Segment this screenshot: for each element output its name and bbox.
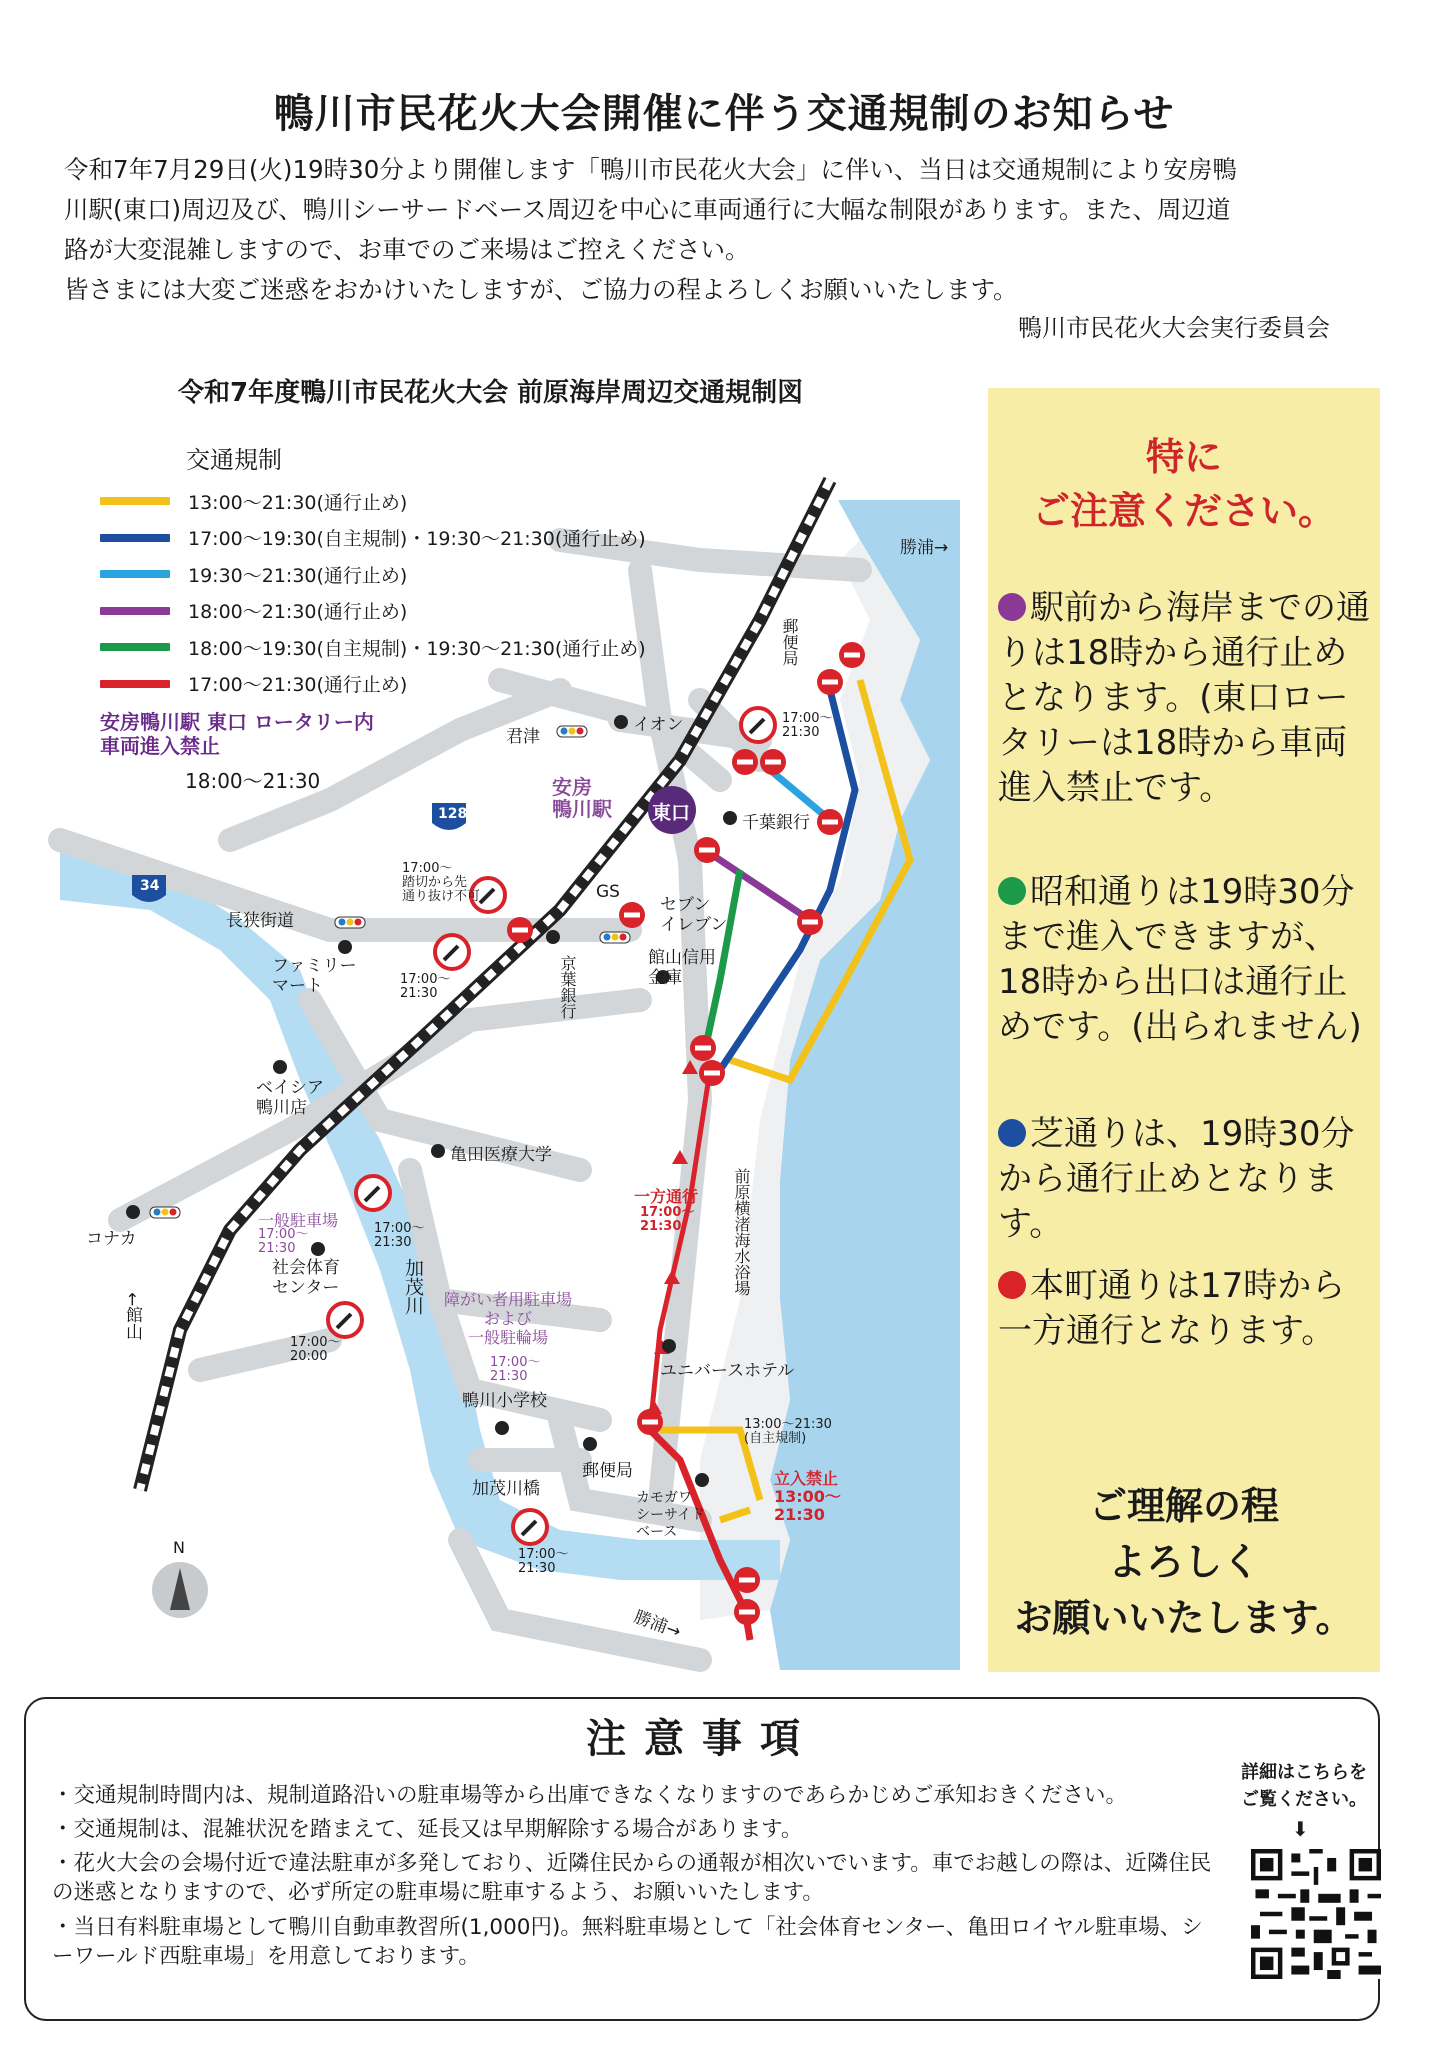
caution-item: ・交通規制は、混雑状況を踏まえて、延長又は早期解除する場合があります。 <box>52 1817 803 1842</box>
page-title: 鴨川市民花火大会開催に伴う交通規制のお知らせ <box>273 91 1175 137</box>
notice-text: 駅前から海岸までの通りは18時から通行止めとなります。(東口ロータリーは18時から車両進入禁止です。 <box>998 588 1370 808</box>
legend-swatch-green <box>100 643 170 651</box>
arrow-down-icon: ⬇ <box>1292 1817 1309 1841</box>
label-post-office-top: 郵便局 <box>780 618 799 666</box>
caution-item: ・当日有料駐車場として鴨川自動車教習所(1,000円)。無料駐車場として「社会体育センター、亀田ロイヤル駐車場、シーワールド西駐車場」を用意しております。 <box>52 1915 1203 1969</box>
caution-item: ・交通規制時間内は、規制道路沿いの駐車場等から出庫できなくなりますのであらかじめご承知おきください。 <box>52 1783 1128 1808</box>
label-time: 17:00〜 20:00 <box>290 1335 341 1364</box>
legend-swatch-lightblue <box>100 570 170 578</box>
label-east-exit: 東口 <box>652 802 691 824</box>
label-general-parking: 一般駐車場 <box>258 1211 339 1230</box>
label-route128: 128 <box>438 806 468 822</box>
label-gs: GS <box>596 882 620 902</box>
label-aeon: イオン <box>633 715 684 735</box>
bullet-purple-icon <box>998 593 1026 621</box>
caution-title: 注意事項 <box>586 1716 818 1762</box>
bullet-green-icon <box>998 877 1026 905</box>
legend-row <box>100 593 646 630</box>
rotary-note-line: 車両進入禁止 <box>100 734 220 758</box>
legend-label: 13:00〜21:30(通行止め) <box>188 491 408 514</box>
label-familymart: ファミリー マート <box>272 956 357 996</box>
notice-item <box>998 1112 1378 1247</box>
label-route34: 34 <box>140 878 160 894</box>
notice-text: 昭和通りは19時30分まで進入できますが、18時から出口は通行止めです。(出られません) <box>998 872 1362 1047</box>
label-self-regulation: 13:00〜21:30 (自主規制) <box>744 1417 832 1446</box>
intro-line: 川駅(東口)周辺及び、鴨川シーサードベース周辺を中心に車両通行に大幅な制限があります。また、周辺道 <box>64 195 1231 224</box>
legend-row <box>100 666 646 703</box>
label-seven: セブン イレブン <box>660 895 728 935</box>
legend-label: 19:30〜21:30(通行止め) <box>188 564 408 587</box>
label-universe-hotel: ユニバースホテル <box>660 1361 795 1381</box>
label-keiyo-bank: 京葉銀行 <box>558 955 577 1019</box>
rotary-note-line: 安房鴨川駅 東口 ロータリー内 <box>100 710 374 734</box>
label-one-way-time: 17:00〜 21:30 <box>640 1205 695 1234</box>
intro-line: 令和7年7月29日(火)19時30分より開催します「鴨川市民花火大会」に伴い、当日は交通規制により安房鴨 <box>64 155 1237 184</box>
label-kimitsu: 君津 <box>506 727 540 747</box>
map-legend <box>100 440 646 702</box>
notice-item <box>998 870 1378 1050</box>
legend-swatch-blue <box>100 534 170 542</box>
legend-label: 18:00〜19:30(自主規制)・19:30〜21:30(通行止め) <box>188 637 646 660</box>
legend-label: 17:00〜21:30(通行止め) <box>188 674 408 697</box>
label-beisia: ベイシア 鴨川店 <box>256 1078 324 1118</box>
intro-line: 皆さまには大変ご迷惑をおかけいたしますが、ご協力の程よろしくお願いいたします。 <box>64 275 1018 304</box>
bullet-red-icon <box>998 1271 1026 1299</box>
notice-item <box>998 1264 1378 1354</box>
label-time: 17:00〜 21:30 <box>490 1355 541 1384</box>
label-konaka: コナカ <box>86 1229 137 1249</box>
label-social-center: 社会体育 センター <box>272 1258 340 1298</box>
bullet-blue-icon <box>998 1119 1026 1147</box>
label-tateyama-shinkin: 館山信用 金庫 <box>648 948 716 988</box>
label-time: 17:00〜 21:30 <box>518 1547 569 1576</box>
intro-text <box>64 150 1354 310</box>
map-title: 令和7年度鴨川市民花火大会 前原海岸周辺交通規制図 <box>178 378 804 408</box>
organizer: 鴨川市民花火大会実行委員会 <box>1018 314 1330 342</box>
rotary-time: 18:00〜21:30 <box>185 769 321 793</box>
legend-title: 交通規制 <box>186 446 282 474</box>
notice-text: 芝通りは、19時30分から通行止めとなります。 <box>998 1114 1355 1244</box>
label-katsuura-bottom: 勝浦→ <box>631 1607 684 1643</box>
legend-swatch-yellow <box>100 497 170 505</box>
label-kameda: 亀田医療大学 <box>450 1145 552 1165</box>
rotary-note <box>100 710 374 758</box>
label-nagasa: 長狭街道 <box>226 911 294 931</box>
north-arrow-icon <box>152 1562 208 1618</box>
legend-row <box>100 483 646 520</box>
legend-swatch-red <box>100 680 170 688</box>
label-kamo-river: 加茂川 <box>402 1258 424 1315</box>
caution-item: ・花火大会の会場付近で違法駐車が多発しており、近隣住民からの通報が相次いでいます。車でお越しの際は、近隣住民の迷惑となりますので、必ず所定の駐車場に駐車するよう、お願いいたします。 <box>52 1851 1212 1905</box>
label-time: 17:00〜 21:30 <box>374 1221 425 1250</box>
label-tateyama: ←館山 <box>122 1292 142 1341</box>
label-kamogawa-school: 鴨川小学校 <box>462 1391 547 1411</box>
label-beach: 前原横渚海水浴場 <box>732 1168 751 1296</box>
label-north: N <box>173 1538 185 1557</box>
intro-line: 路が大変混雑しますので、お車でのご来場はご控えください。 <box>64 235 750 264</box>
label-time: 17:00〜 21:30 <box>258 1227 309 1256</box>
legend-row <box>100 629 646 666</box>
legend-swatch-purple <box>100 607 170 615</box>
label-one-way: 一方通行 <box>634 1187 699 1206</box>
legend-label: 18:00〜21:30(通行止め) <box>188 601 408 624</box>
notice-item <box>998 586 1378 811</box>
notice-text: 本町通りは17時から一方通行となります。 <box>998 1266 1346 1351</box>
notice-heading: 特に ご注意ください。 <box>1031 435 1336 533</box>
label-no-entry: 立入禁止 13:00〜 21:30 <box>774 1469 841 1524</box>
label-time: 17:00〜 21:30 <box>400 972 451 1001</box>
label-katsuura: 勝浦→ <box>900 538 949 558</box>
notice-footer: ご理解の程 よろしく お願いいたします。 <box>1014 1484 1354 1640</box>
notice-panel <box>988 388 1380 1672</box>
legend-row <box>100 556 646 593</box>
label-chiba-bank: 千葉銀行 <box>742 813 810 833</box>
label-seaside-base: カモガワ シーサイド ベース <box>636 1490 706 1540</box>
label-kamogawa-bridge: 加茂川橋 <box>472 1479 540 1499</box>
qr-label: 詳細はこちらを ご覧ください。 <box>1241 1762 1367 1810</box>
label-time: 17:00〜 21:30 <box>782 711 833 740</box>
legend-row <box>100 520 646 557</box>
label-post-office-bottom: 郵便局 <box>582 1461 633 1481</box>
caution-box <box>24 1697 1380 2021</box>
legend-label: 17:00〜19:30(自主規制)・19:30〜21:30(通行止め) <box>188 528 646 551</box>
qr-code[interactable] <box>1251 1849 1381 1979</box>
label-disabled-parking: 障がい者用駐車場 および 一般駐輪場 <box>444 1290 573 1347</box>
label-time: 17:00〜 踏切から先 通り抜け不可 <box>402 861 481 904</box>
label-station: 安房 鴨川駅 <box>552 775 612 821</box>
